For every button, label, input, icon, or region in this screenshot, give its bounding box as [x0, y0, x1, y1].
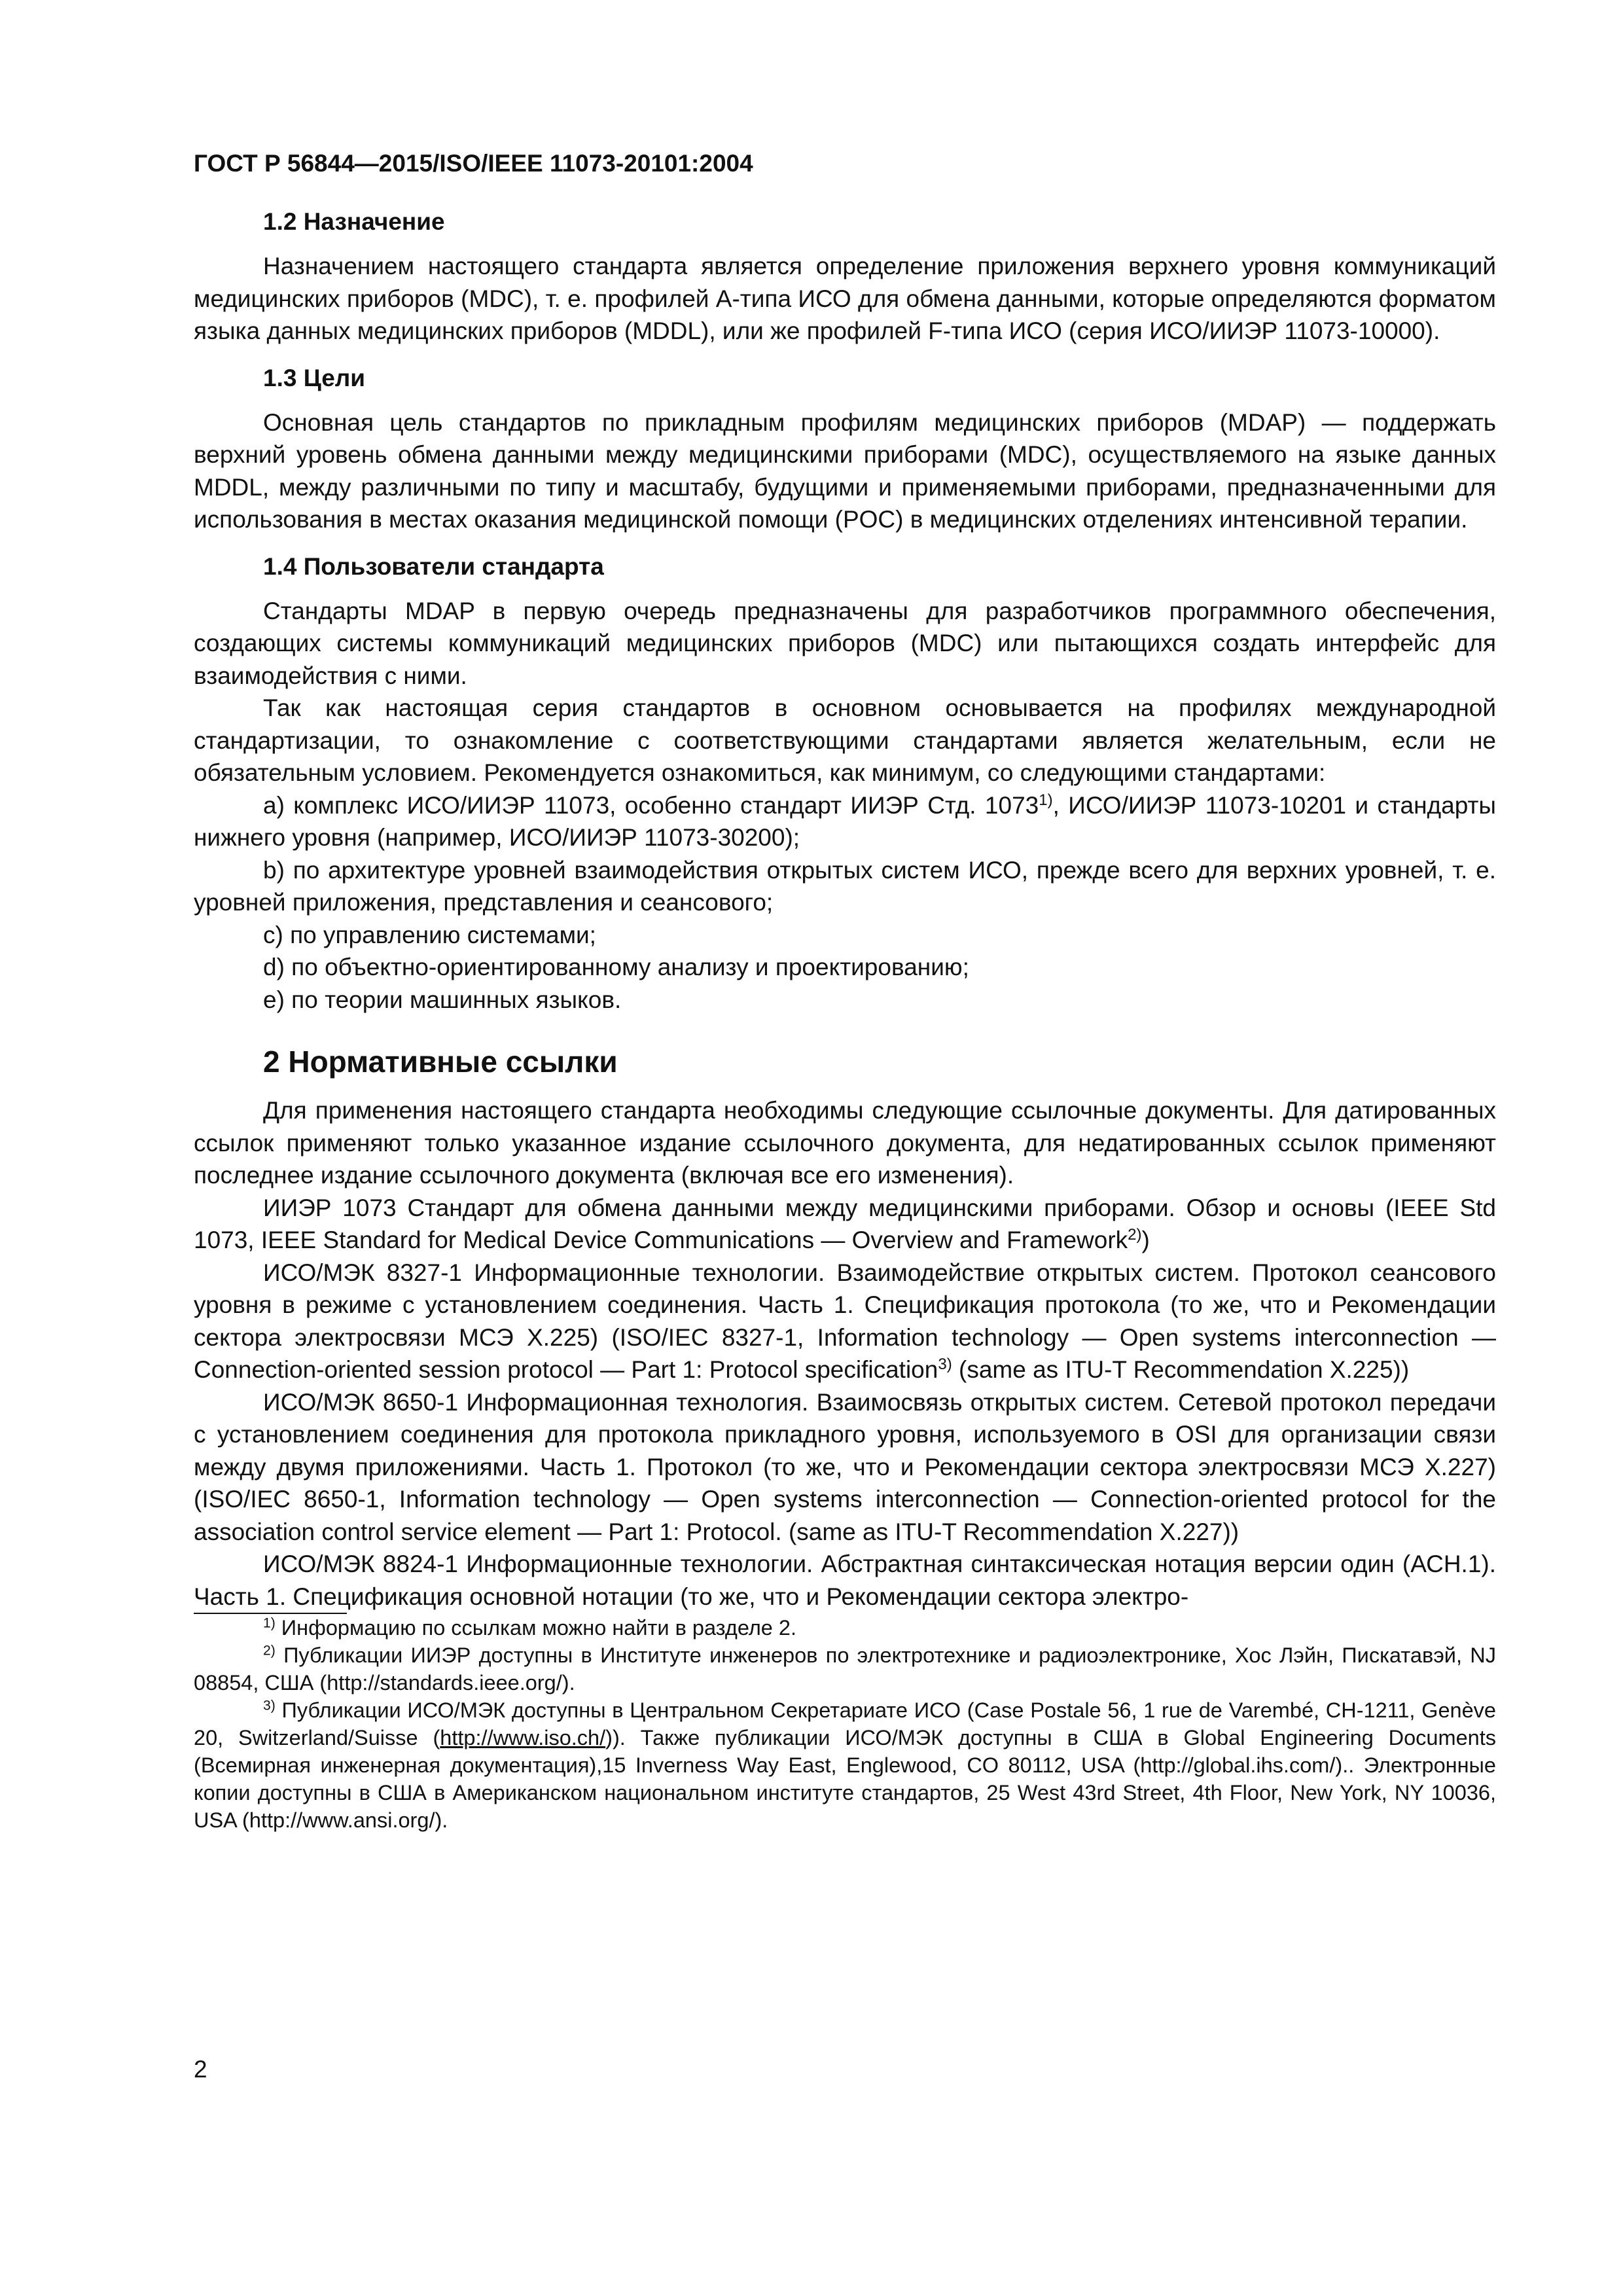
reference-text: (same as ITU-T Recommendation X.225)) [952, 1356, 1410, 1383]
footnote-text: Публикации ИИЭР доступны в Институте инженеров по электротехнике и радиоэлектронике, Хос Лэйн, Пискатавэй, NJ 08854, США (http://standards.ieee.org/). [194, 1643, 1496, 1695]
footnote-marker[interactable]: 2) [1128, 1225, 1142, 1244]
paragraph: Назначением настоящего стандарта является определение приложения верхнего уровня коммуникаций медицинских приборов (MDC), т. е. профилей А-типа ИСО для обмена данными, которые определяются форматом языка данных медицинских приборов (MDDL), или же профилей F-типа ИСО (серия ИСО/ИИЭР 11073-10000). [194, 253, 1496, 344]
section-heading: 1.2 Назначение [263, 208, 445, 235]
paragraph: Основная цель стандартов по прикладным профилям медицинских приборов (MDAP) — поддержать верхний уровень обмена данными между медицинскими приборами (MDC), осуществляемого на языке данных MDDL, между различными по типу и масштабу, будущими и применяемыми приборами, предназначенными для использования в местах оказания медицинской помощи (POC) в медицинских отделениях интенсивной терапии. [194, 408, 1496, 533]
paragraph: Для применения настоящего стандарта необходимы следующие ссылочные документы. Для датированных ссылок применяют только указанное издание ссылочного документа, для недатированных ссылок применяют последнее издание ссылочного документа (включая все его изменения). [194, 1097, 1496, 1189]
footnote [194, 1641, 1496, 1696]
paragraph: Так как настоящая серия стандартов в основном основывается на профилях международной стандартизации, то ознакомление с соответствующими стандартами является желательным, если не обязательным условием. Рекомендуется ознакомиться, как минимум, со следующими стандартами: [194, 694, 1496, 786]
reference-entry: ИСО/МЭК 8650-1 Информационная технология. Взаимосвязь открытых систем. Сетевой протокол передачи с установлением соединения для протокола прикладного уровня, используемого в OSI для организации связи между двумя приложениями. Часть 1. Протокол (то же, что и Рекомендации сектора электросвязи МСЭ X.227) (ISO/IEC 8650-1, Information technology — Open systems interconnection — Connection-oriented protocol for the association control service element — Part 1: Protocol. (same as ITU-T Recommendation X.227)) [194, 1388, 1496, 1545]
footnote-text: Информацию по ссылкам можно найти в разделе 2. [275, 1616, 796, 1640]
section-goals [194, 362, 1496, 536]
section-normative-references [194, 1094, 1496, 1613]
page-content [194, 148, 1496, 1834]
reference-entry [194, 1192, 1496, 1257]
chapter-heading: 2 Нормативные ссылки [263, 1045, 618, 1079]
list-item-text: a) комплекс ИСО/ИИЭР 11073, особенно стандарт ИИЭР Стд. 1073 [263, 791, 1039, 819]
footnote-number: 2) [263, 1643, 276, 1659]
footnote-marker[interactable]: 1) [1039, 791, 1053, 809]
list-item: d) по объектно-ориентированному анализу и проектированию; [263, 954, 969, 980]
footnote-text: Публикации ИСО/МЭК доступны в Центральном Секретариате ИСО (Case Postale 56, 1 rue de Varembé, CH-1211, Genève 20, Switzerland/Suisse ( [194, 1698, 1496, 1749]
footnotes [194, 1614, 1496, 1834]
list-item-text: , ИСО/ИИЭР 11073-10201 и стандарты нижнего уровня (например, ИСО/ИИЭР 11073-30200); [194, 791, 1497, 851]
list-item: e) по теории машинных языков. [263, 986, 622, 1013]
section-users [194, 550, 1496, 1016]
footnote [194, 1696, 1496, 1834]
list-item [194, 789, 1496, 854]
page-number: 2 [194, 2056, 207, 2083]
paragraph: Стандарты MDAP в первую очередь предназначены для разработчиков программного обеспечения, создающих системы коммуникаций медицинских приборов (MDC) или пытающихся создать интерфейс для взаимодействия с ними. [194, 597, 1496, 689]
footnote-number: 1) [263, 1615, 276, 1631]
section-heading: 1.4 Пользователи стандарта [263, 552, 604, 580]
reference-entry [194, 1257, 1496, 1386]
reference-entry: ИСО/МЭК 8824-1 Информационные технологии. Абстрактная синтаксическая нотация версии один (АСН.1). Часть 1. Спецификация основной нотации (то же, что и Рекомендации сектора электро- [194, 1551, 1496, 1610]
footnote-marker[interactable]: 3) [938, 1355, 952, 1373]
section-heading: 1.3 Цели [263, 364, 366, 391]
iso-link[interactable]: http://www.iso.ch/ [440, 1726, 606, 1749]
list-item: c) по управлению системами; [263, 921, 596, 948]
list-item: b) по архитектуре уровней взаимодействия открытых систем ИСО, прежде всего для верхних уровней, т. е. уровней приложения, представления и сеансового; [194, 856, 1496, 916]
footnote [194, 1614, 1496, 1641]
section-purpose [194, 206, 1496, 348]
footnote-number: 3) [263, 1698, 276, 1713]
reference-text: ) [1141, 1227, 1150, 1253]
reference-text: ИИЭР 1073 Стандарт для обмена данными между медицинскими приборами. Обзор и основы (IEEE Std 1073, IEEE Standard for Medical Device Communications — Overview and Framework [194, 1194, 1496, 1253]
footnote-text: )). Также публикации ИСО/МЭК доступны в США в Global Engineering Documents (Всемирная инженерная документация),15 Inverness Way East, Englewood, CO 80112, USA (http://global.ihs.com/).. Электронные копии доступны в США в Американском национальном институте стандартов, 25 West 43rd Street, 4th Floor, New York, NY 10036, USA (http://www.ansi.org/). [194, 1726, 1496, 1832]
running-header: ГОСТ Р 56844—2015/ISO/IEEE 11073-20101:2004 [194, 150, 753, 177]
reference-text: ИСО/МЭК 8327-1 Информационные технологии. Взаимодействие открытых систем. Протокол сеансового уровня в режиме с установлением соединения. Часть 1. Спецификация протокола (то же, что и Рекомендации сектора электросвязи МСЭ X.225) (ISO/IEC 8327-1, Information technology — Open systems interconnection — Connection-oriented session protocol — Part 1: Protocol specification [194, 1259, 1496, 1383]
